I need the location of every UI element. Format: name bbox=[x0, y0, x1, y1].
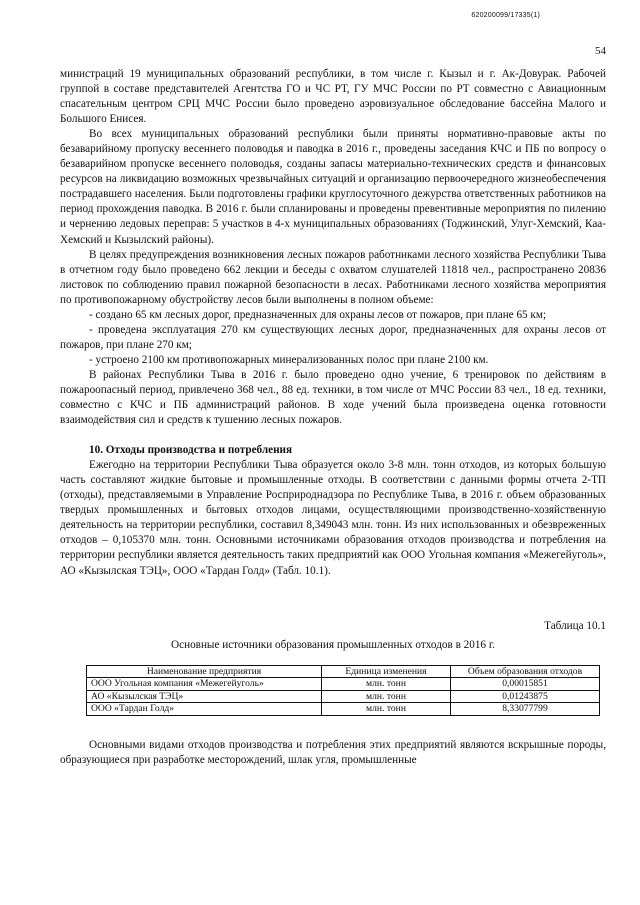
paragraph-1: министраций 19 муниципальных образований республики, в том числе г. Кызыл и г. Ак-Довурак. Рабочей группой в составе представителей Агентства ГО и ЧС РТ, ГУ МЧС России по РТ совместно с Авиационным спасательным центром СРЦ МЧС России было проведено аэровизуальное обследование бассейна Малого и Большого Енисея. bbox=[60, 68, 606, 126]
list-item-roads: - создано 65 км лесных дорог, предназначенных для охраны лесов от пожаров, при плане 65 км; bbox=[89, 308, 547, 321]
table-header-row bbox=[87, 665, 600, 678]
paragraph-2: Во всех муниципальных образований республики были приняты нормативно-правовые акты по безаварийному пропуску весеннего половодья и паводка в 2016 г., проведены заседания КЧС и ПБ по вопросу о безаварийном пропуске весеннего половодья, созданы запасы материально-технических средств и финансовых ресурсов на ликвидацию возможных чрезвычайных ситуаций и организацию первоочередного жизнеобеспечения пострадавшего населения. Были подготовлены графики круглосуточного дежурства ответственных работников на период прохождения паводка. В 2016 г. были спланированы и проведены превентивные мероприятия по пилению и чернению ледовых переправ: 5 участков в 4-х муниципальных образованиях (Тоджинский, Улуг-Хемский, Каа-Хемский и Кызылский районы). bbox=[60, 128, 606, 246]
paragraph-3: В целях предупреждения возникновения лесных пожаров работниками лесного хозяйства Республики Тыва в отчетном году было проведено 662 лекции и беседы с охватом слушателей 11818 чел., распространено 20836 листовок по соблюдению правил пожарной безопасности в лесах. Работниками лесного хозяйства мероприятия по противопожарному обустройству лесов были выполнены в полном объеме: bbox=[60, 248, 606, 306]
cell-volume: 0,01243875 bbox=[451, 690, 600, 703]
document-id: 620200099/17335(1) bbox=[471, 12, 540, 19]
table-row bbox=[87, 703, 600, 716]
page-content bbox=[60, 67, 606, 768]
cell-enterprise: ООО «Тардан Голд» bbox=[87, 703, 322, 716]
cell-volume: 8,33077799 bbox=[451, 703, 600, 716]
table-caption: Таблица 10.1 bbox=[544, 619, 606, 632]
cell-enterprise: АО «Кызылская ТЭЦ» bbox=[87, 690, 322, 703]
paragraph-waste: Ежегодно на территории Республики Тыва образуется около 3-8 млн. тонн отходов, из которых большую часть составляют жидкие бытовые и промышленные отходы. В соответствии с данными формы отчета 2-ТП (отходы), представляемыми в Управление Росприроднадзора по Республике Тыва, в 2016 г. объем образованных твердых промышленных и бытовых отходов лицами, осуществляющими производственно-хозяйственную деятельность на территории республики, составил 8,349043 млн. тонн. Из них использованных и обезвреженных отходов – 0,105370 млн. тонн. Основными источниками образования отходов производства и потребления на территории республики является деятельность таких предприятий как ООО Угольная компания «Межегейуголь», АО «Кызылская ТЭЦ», ООО «Тардан Голд» (Табл. 10.1). bbox=[60, 459, 606, 577]
paragraph-waste-types: Основными видами отходов производства и потребления этих предприятий являются вскрышные породы, образующиеся при разработке месторождений, шлак угля, промышленные bbox=[60, 738, 606, 766]
table-row bbox=[87, 690, 600, 703]
cell-unit: млн. тонн bbox=[322, 703, 451, 716]
page-number: 54 bbox=[595, 45, 606, 57]
cell-enterprise: ООО Угольная компания «Межегейуголь» bbox=[87, 678, 322, 691]
header-volume: Объем образования отходов bbox=[451, 665, 600, 678]
table-row bbox=[87, 678, 600, 691]
list-item-road-operation: - проведена эксплуатация 270 км существующих лесных дорог, предназначенных для охраны лесов от пожаров, при плане 270 км; bbox=[60, 323, 606, 351]
list-item-fire-strips: - устроено 2100 км противопожарных минерализованных полос при плане 2100 км. bbox=[89, 353, 489, 366]
cell-volume: 0,00015851 bbox=[451, 678, 600, 691]
header-unit: Единица изменения bbox=[322, 665, 451, 678]
waste-sources-table bbox=[86, 665, 600, 716]
cell-unit: млн. тонн bbox=[322, 678, 451, 691]
header-enterprise: Наименование предприятия bbox=[87, 665, 322, 678]
table-title: Основные источники образования промышленных отходов в 2016 г. bbox=[171, 638, 495, 651]
section-heading: 10. Отходы производства и потребления bbox=[89, 444, 293, 457]
cell-unit: млн. тонн bbox=[322, 690, 451, 703]
paragraph-exercises: В районах Республики Тыва в 2016 г. было проведено одно учение, 6 тренировок по действиям в пожароопасный период, привлечено 368 чел., 88 ед. техники, в том числе от МЧС России 83 чел., 18 ед. техники, совместно с КЧС и ПБ администраций районов. В ходе учений была произведена оценка готовности взаимодействия сил и средств к тушению лесных пожаров. bbox=[60, 368, 606, 427]
